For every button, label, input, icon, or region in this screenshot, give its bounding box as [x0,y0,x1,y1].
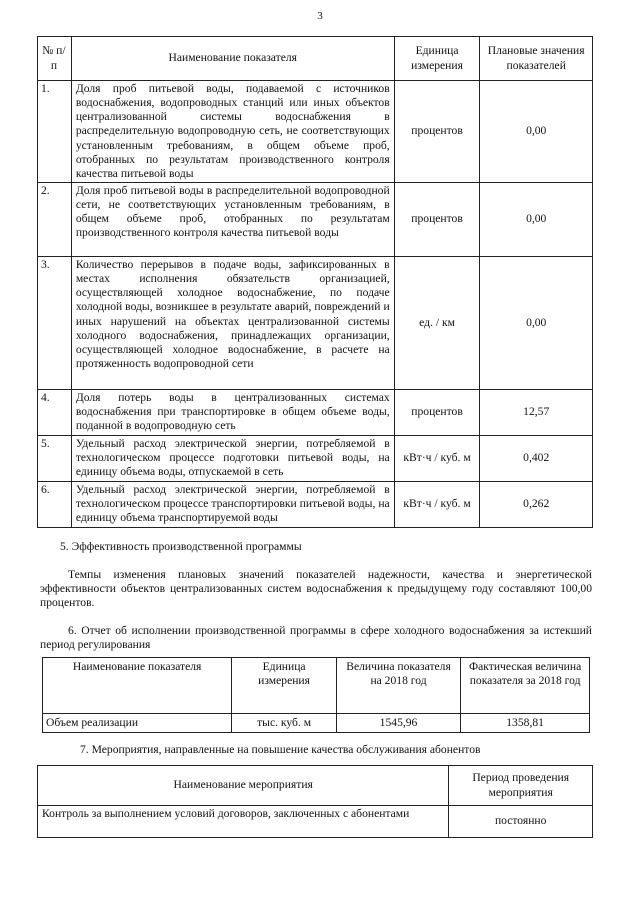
row-name: Доля проб питьевой воды в распределительной водопроводной сети, не соответствующих установленным требованиям, в общем объеме проб, отобранных по результатам производственного контроля качества питьевой воды [71,182,394,256]
table-row [43,714,590,733]
row-num: 1. [38,81,72,183]
row-unit: ед. / км [394,256,480,389]
report-header-row [43,658,590,714]
report-table [42,657,590,733]
measures-header-period: Период проведения мероприятия [449,766,593,806]
row-num: 3. [38,256,72,389]
row-num: 5. [38,435,72,481]
report-header-unit: Единица измерения [232,658,337,714]
table-row [38,256,593,389]
section5-text: Темпы изменения плановых значений показателей надежности, качества и энергетической эффективности объектов централизованных систем водоснабжения к предыдущему году составляют 100,00 процентов. [40,568,592,610]
row-value: 0,00 [480,81,593,183]
row-num: 4. [38,389,72,435]
table-row [38,481,593,527]
section5-heading: 5. Эффективность производственной программы [60,540,302,553]
table-row [38,81,593,183]
row-value: 0,262 [480,481,593,527]
measures-row-name: Контроль за выполнением условий договоров, заключенных с абонентами [38,806,449,838]
header-unit: Единица измерения [394,37,480,81]
table-row [38,389,593,435]
row-name: Удельный расход электрической энергии, потребляемой в технологическом процессе подготовки питьевой воды, на единицу объема воды, отпускаемой в сеть [71,435,394,481]
indicators-table [37,36,593,528]
row-name: Удельный расход электрической энергии, потребляемой в технологическом процессе транспортировки питьевой воды, на единицу объема транспортируемой воды [71,481,394,527]
measures-table [37,765,593,838]
row-value: 12,57 [480,389,593,435]
header-value: Плановые значения показателей [480,37,593,81]
row-num: 6. [38,481,72,527]
row-name: Доля проб питьевой воды, подаваемой с источников водоснабжения, водопроводных станций или иных объектов централизованной системы водоснабжения в распределительную водопроводную сеть, не соответствующих установленным требованиям, в общем объеме проб, отобранных по результатам производственного контроля качества питьевой воды [71,81,394,183]
table-row [38,182,593,256]
table-row [38,806,593,838]
report-row-fact: 1358,81 [461,714,590,733]
table-row [38,435,593,481]
row-num: 2. [38,182,72,256]
row-name: Количество перерывов в подаче воды, зафиксированных в местах исполнения обязательств организацией, осуществляющей холодное водоснабжение, по подаче холодной воды, возникшее в результате аварий, повреждений и иных нарушений на объектах централизованной системы холодного водоснабжения, принадлежащих организации, осуществляющей холодное водоснабжение, в расчете на протяженность водопроводной сети [71,256,394,389]
header-name: Наименование показателя [71,37,394,81]
report-header-fact: Фактическая величина показателя за 2018 год [461,658,590,714]
measures-header-name: Наименование мероприятия [38,766,449,806]
row-value: 0,00 [480,256,593,389]
row-unit: процентов [394,81,480,183]
table-header-row [38,37,593,81]
report-header-name: Наименование показателя [43,658,232,714]
report-row-name: Объем реализации [43,714,232,733]
row-unit: процентов [394,182,480,256]
measures-header-row [38,766,593,806]
report-header-plan: Величина показателя на 2018 год [336,658,460,714]
row-unit: кВт·ч / куб. м [394,435,480,481]
row-name: Доля потерь воды в централизованных системах водоснабжения при транспортировке в общем объеме воды, поданной в водопроводную сеть [71,389,394,435]
row-unit: процентов [394,389,480,435]
report-row-unit: тыс. куб. м [232,714,337,733]
section7-heading: 7. Мероприятия, направленные на повышение качества обслуживания абонентов [80,743,481,756]
section6-heading: 6. Отчет об исполнении производственной программы в сфере холодного водоснабжения за истекший период регулирования [40,624,592,652]
header-num: № п/п [38,37,72,81]
measures-row-period: постоянно [449,806,593,838]
row-unit: кВт·ч / куб. м [394,481,480,527]
row-value: 0,00 [480,182,593,256]
row-value: 0,402 [480,435,593,481]
report-row-plan: 1545,96 [336,714,460,733]
page-number: 3 [317,10,323,22]
